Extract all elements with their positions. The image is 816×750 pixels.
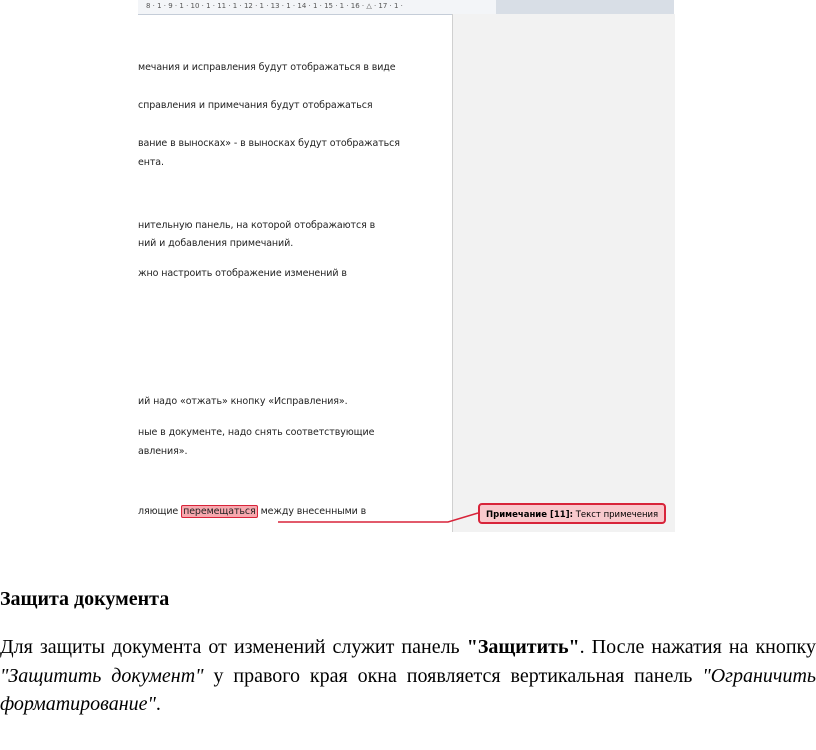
doc-line: ные в документе, надо снять соответствующие (138, 427, 375, 438)
doc-line: авления». (138, 446, 188, 457)
comment-balloon[interactable] (478, 503, 666, 524)
section-heading: Защита документа (0, 588, 170, 610)
comment-label: Примечание [11]: (486, 510, 573, 520)
moved-text-highlight[interactable]: перемещаться (183, 506, 256, 517)
doc-line: нительную панель, на которой отображаются в (138, 220, 376, 231)
para-text: Для защиты документа от изменений служит панель (0, 636, 467, 658)
doc-line: справления и примечания будут отображаться (138, 100, 373, 111)
para-text: у правого края окна появляется вертикальная панель (203, 664, 703, 687)
doc-text: ляющие (138, 506, 179, 517)
comment-text: Текст примечения (575, 510, 659, 520)
doc-text: между внесенными в (260, 506, 367, 517)
doc-line: мечания и исправления будут отображаться в виде (138, 62, 396, 73)
doc-line: ий надо «отжать» кнопку «Исправления». (138, 396, 348, 407)
doc-line: вание в выносках» - в выносках будут отображаться (138, 138, 400, 149)
panel-title: "Ограничить форматирование" (0, 664, 816, 715)
para-text: . (155, 693, 161, 715)
horizontal-ruler: 8 · 1 · 9 · 1 · 10 · 1 · 11 · 1 · 12 · 1 · 13 · 1 · 14 · 1 · 15 · 1 · 16 · △ · 17 · 1 · (138, 0, 504, 15)
body-paragraph (0, 633, 816, 719)
button-name: "Защитить документ" (0, 664, 204, 687)
para-text: . После нажатия на кнопку (579, 636, 816, 658)
word-screenshot (138, 0, 675, 532)
doc-line: ний и добавления примечаний. (138, 238, 294, 249)
panel-name: "Защитить" (466, 636, 580, 658)
doc-line: жно настроить отображение изменений в (138, 268, 347, 279)
doc-line: ента. (138, 157, 164, 168)
balloon-connector-line (138, 0, 675, 532)
